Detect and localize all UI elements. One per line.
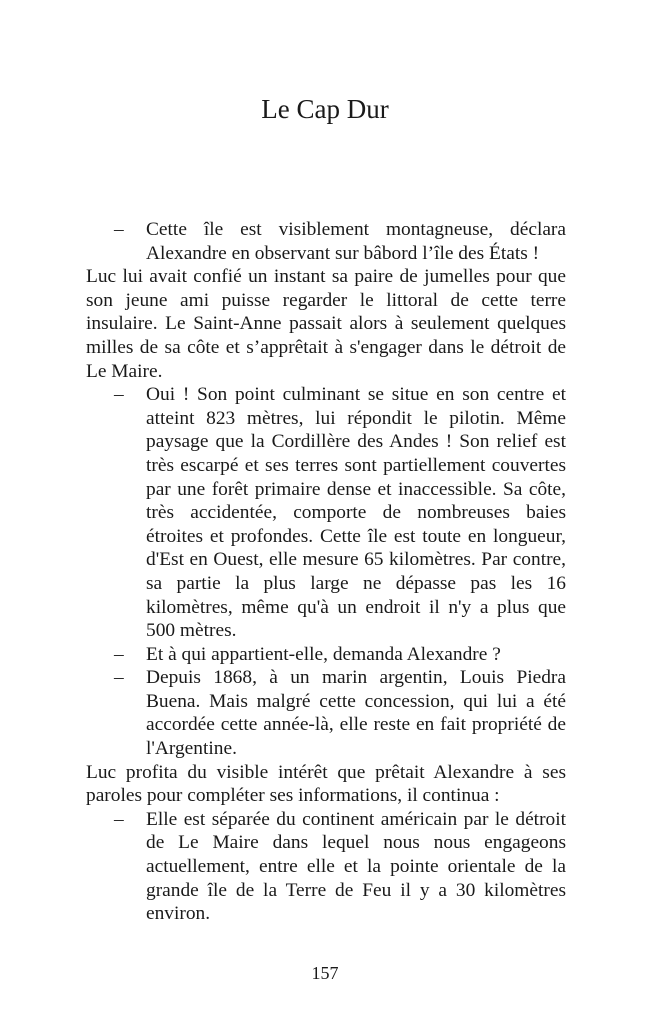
dialogue-dash: – xyxy=(114,643,124,665)
page-number: 157 xyxy=(311,963,339,983)
dialogue-text: Elle est séparée du continent américain par le détroit de Le Maire dans lequel nous nous engageons actuellement, entre elle et la pointe orientale de la grande île de la Terre de Feu il y a 30 kilomètres environ. xyxy=(146,808,566,925)
dialogue-line xyxy=(86,383,566,643)
dialogue-dash: – xyxy=(114,667,124,689)
dialogue-line xyxy=(86,808,566,926)
dialogue-text: Depuis 1868, à un marin argentin, Louis Piedra Buena. Mais malgré cette concession, qui lui a été accordée cette année-là, elle reste en fait propriété de l'Argentine. xyxy=(146,667,566,760)
dialogue-text: Et à qui appartient-elle, demanda Alexandre ? xyxy=(146,643,501,665)
dialogue-line xyxy=(86,666,566,760)
dialogue-text: Cette île est visiblement montagneuse, déclara Alexandre en observant sur bâbord l’île des États ! xyxy=(146,219,566,264)
dialogue-line xyxy=(86,643,566,667)
narrative-paragraph xyxy=(86,761,566,808)
dialogue-line xyxy=(86,218,566,265)
chapter-title: Le Cap Dur xyxy=(261,94,389,124)
paragraph-text: Luc profita du visible intérêt que prêtait Alexandre à ses paroles pour compléter ses informations, il continua : xyxy=(86,761,566,807)
dialogue-dash: – xyxy=(114,808,124,830)
dialogue-dash: – xyxy=(114,219,124,240)
dialogue-text: Oui ! Son point culminant se situe en son centre et atteint 823 mètres, lui répondit le pilotin. Même paysage que la Cordillère des Andes ! Son relief est très escarpé et ses terres sont partiellement couvertes par une forêt primaire dense et inaccessible. Sa côte, très accidentée, comporte de nombreuses baies étroites et profondes. Cette île est toute en longueur, d'Est en Ouest, elle mesure 65 kilomètres. Par contre, sa partie la plus large ne dépasse pas les 16 kilomètres, même qu'à un endroit il n'y a plus que 500 mètres. xyxy=(146,384,566,642)
body-text xyxy=(86,218,566,926)
dialogue-dash: – xyxy=(114,384,124,406)
narrative-paragraph xyxy=(86,265,566,383)
paragraph-text: Luc lui avait confié un instant sa paire de jumelles pour que son jeune ami puisse regarder le littoral de cette terre insulaire. Le Saint-Anne passait alors à seulement quelques milles de sa côte et s’apprêtait à s'engager dans le détroit de Le Maire. xyxy=(86,266,566,382)
